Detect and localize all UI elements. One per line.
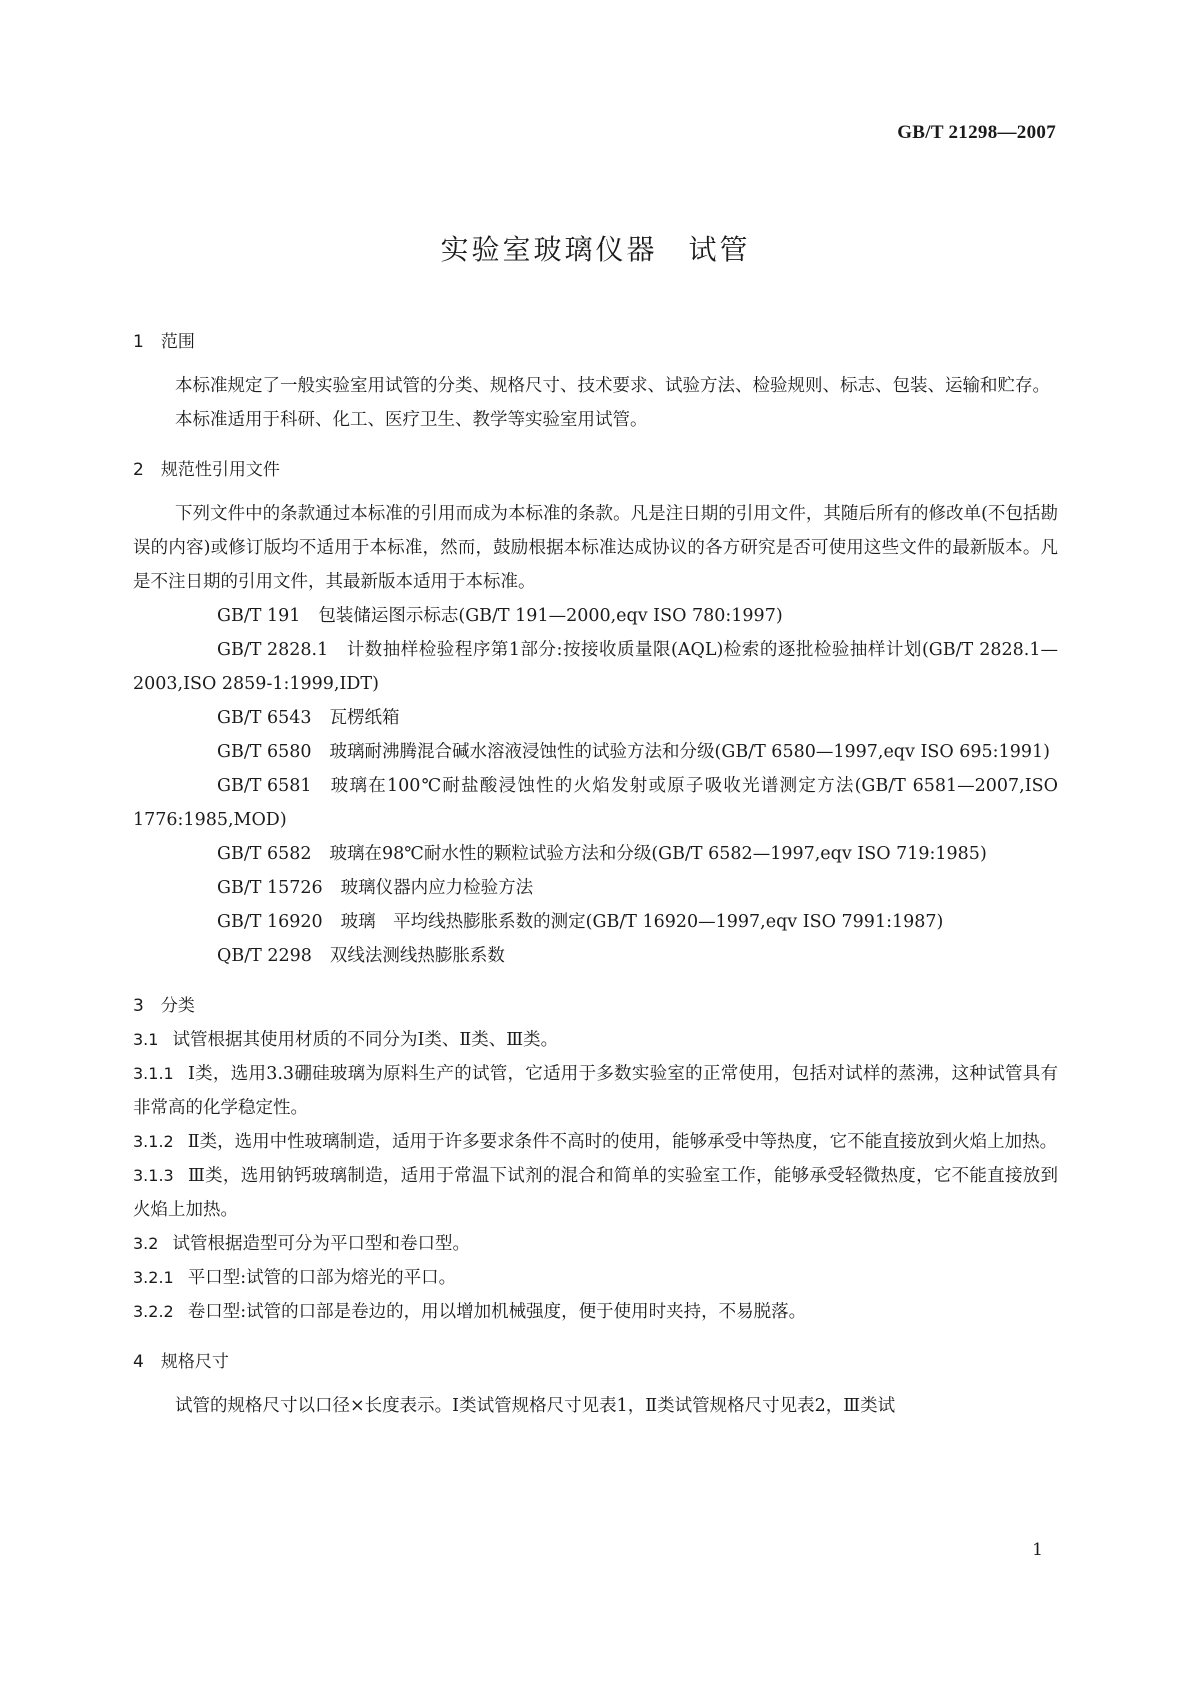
section-normative-references bbox=[133, 453, 1058, 973]
reference-code: GB/T 2828.1 bbox=[217, 640, 329, 660]
clause-number: 3.2.1 bbox=[133, 1268, 174, 1287]
reference-title: 玻璃在98℃耐水性的颗粒试验方法和分级(GB/T 6582—1997,eqv ISO 719:1985) bbox=[329, 844, 987, 864]
page-number: 1 bbox=[1032, 1540, 1043, 1560]
clause-number: 3.1.1 bbox=[133, 1064, 174, 1083]
reference-title: 双线法测线热膨胀系数 bbox=[329, 946, 505, 966]
section-heading: 2 规范性引用文件 bbox=[133, 460, 280, 480]
reference-title: 计数抽样检验程序第1部分:按接收质量限(AQL)检索的逐批检验抽样计划(GB/T 2828.1—2003,ISO 2859-1:1999,IDT) bbox=[133, 640, 1058, 694]
clause-number: 3.1.3 bbox=[133, 1166, 174, 1185]
clause-text: Ⅱ类，选用中性玻璃制造，适用于许多要求条件不高时的使用，能够承受中等热度，它不能直接放到火焰上加热。 bbox=[187, 1132, 1058, 1152]
clause bbox=[133, 1261, 1058, 1295]
clause bbox=[133, 1057, 1058, 1125]
reference-item bbox=[133, 905, 1058, 939]
reference-code: QB/T 2298 bbox=[217, 946, 312, 966]
clause-number: 3.1.2 bbox=[133, 1132, 174, 1151]
clause-text: 试管根据造型可分为平口型和卷口型。 bbox=[172, 1234, 470, 1254]
reference-item bbox=[133, 837, 1058, 871]
section-dimensions bbox=[133, 1345, 1058, 1423]
reference-item bbox=[133, 701, 1058, 735]
reference-item bbox=[133, 735, 1058, 769]
paragraph: 试管的规格尺寸以口径×长度表示。Ⅰ类试管规格尺寸见表1，Ⅱ类试管规格尺寸见表2，Ⅲ类试 bbox=[175, 1396, 896, 1416]
reference-code: GB/T 6543 bbox=[217, 708, 312, 728]
paragraph: 下列文件中的条款通过本标准的引用而成为本标准的条款。凡是注日期的引用文件，其随后所有的修改单(不包括勘误的内容)或修订版均不适用于本标准，然而，鼓励根据本标准达成协议的各方研究是否可使用这些文件的最新版本。凡是不注日期的引用文件，其最新版本适用于本标准。 bbox=[133, 504, 1058, 592]
clause-text: 试管根据其使用材质的不同分为Ⅰ类、Ⅱ类、Ⅲ类。 bbox=[172, 1030, 559, 1050]
reference-code: GB/T 191 bbox=[217, 606, 301, 626]
section-heading: 4 规格尺寸 bbox=[133, 1352, 229, 1372]
reference-item bbox=[133, 633, 1058, 701]
clause-text: 平口型:试管的口部为熔光的平口。 bbox=[187, 1268, 457, 1288]
reference-title: 瓦楞纸箱 bbox=[329, 708, 400, 728]
clause-text: Ⅲ类，选用钠钙玻璃制造，适用于常温下试剂的混合和简单的实验室工作，能够承受轻微热度，它不能直接放到火焰上加热。 bbox=[133, 1166, 1058, 1220]
reference-title: 玻璃在100℃耐盐酸浸蚀性的火焰发射或原子吸收光谱测定方法(GB/T 6581—2007,ISO 1776:1985,MOD) bbox=[133, 776, 1058, 830]
reference-title: 包装储运图示标志(GB/T 191—2000,eqv ISO 780:1997) bbox=[318, 606, 783, 626]
clause-number: 3.1 bbox=[133, 1030, 159, 1049]
clause bbox=[133, 1227, 1058, 1261]
clause-text: 卷口型:试管的口部是卷边的，用以增加机械强度，便于使用时夹持，不易脱落。 bbox=[187, 1302, 807, 1322]
document-title: 实验室玻璃仪器 试管 bbox=[440, 233, 751, 266]
reference-item bbox=[133, 871, 1058, 905]
reference-code: GB/T 6582 bbox=[217, 844, 312, 864]
clause bbox=[133, 1125, 1058, 1159]
section-classification bbox=[133, 989, 1058, 1329]
section-heading: 3 分类 bbox=[133, 996, 195, 1016]
reference-code: GB/T 6581 bbox=[217, 776, 312, 796]
reference-code: GB/T 15726 bbox=[217, 878, 323, 898]
reference-title: 玻璃 平均线热膨胀系数的测定(GB/T 16920—1997,eqv ISO 7991:1987) bbox=[340, 912, 944, 932]
reference-code: GB/T 16920 bbox=[217, 912, 323, 932]
clause bbox=[133, 1295, 1058, 1329]
reference-title: 玻璃耐沸腾混合碱水溶液浸蚀性的试验方法和分级(GB/T 6580—1997,eqv ISO 695:1991) bbox=[329, 742, 1050, 762]
paragraph: 本标准规定了一般实验室用试管的分类、规格尺寸、技术要求、试验方法、检验规则、标志、包装、运输和贮存。 bbox=[175, 376, 1050, 396]
reference-item bbox=[133, 599, 1058, 633]
clause-text: Ⅰ类，选用3.3硼硅玻璃为原料生产的试管，它适用于多数实验室的正常使用，包括对试样的蒸沸，这种试管具有非常高的化学稳定性。 bbox=[133, 1064, 1058, 1118]
clause-number: 3.2 bbox=[133, 1234, 159, 1253]
reference-title: 玻璃仪器内应力检验方法 bbox=[340, 878, 534, 898]
clause bbox=[133, 1023, 1058, 1057]
section-heading: 1 范围 bbox=[133, 332, 195, 352]
standard-number: GB/T 21298—2007 bbox=[897, 122, 1056, 143]
clause-number: 3.2.2 bbox=[133, 1302, 174, 1321]
document-body bbox=[133, 325, 1058, 1423]
paragraph: 本标准适用于科研、化工、医疗卫生、教学等实验室用试管。 bbox=[175, 410, 648, 430]
clause bbox=[133, 1159, 1058, 1227]
section-scope bbox=[133, 325, 1058, 437]
reference-item bbox=[133, 769, 1058, 837]
reference-item bbox=[133, 939, 1058, 973]
reference-code: GB/T 6580 bbox=[217, 742, 312, 762]
